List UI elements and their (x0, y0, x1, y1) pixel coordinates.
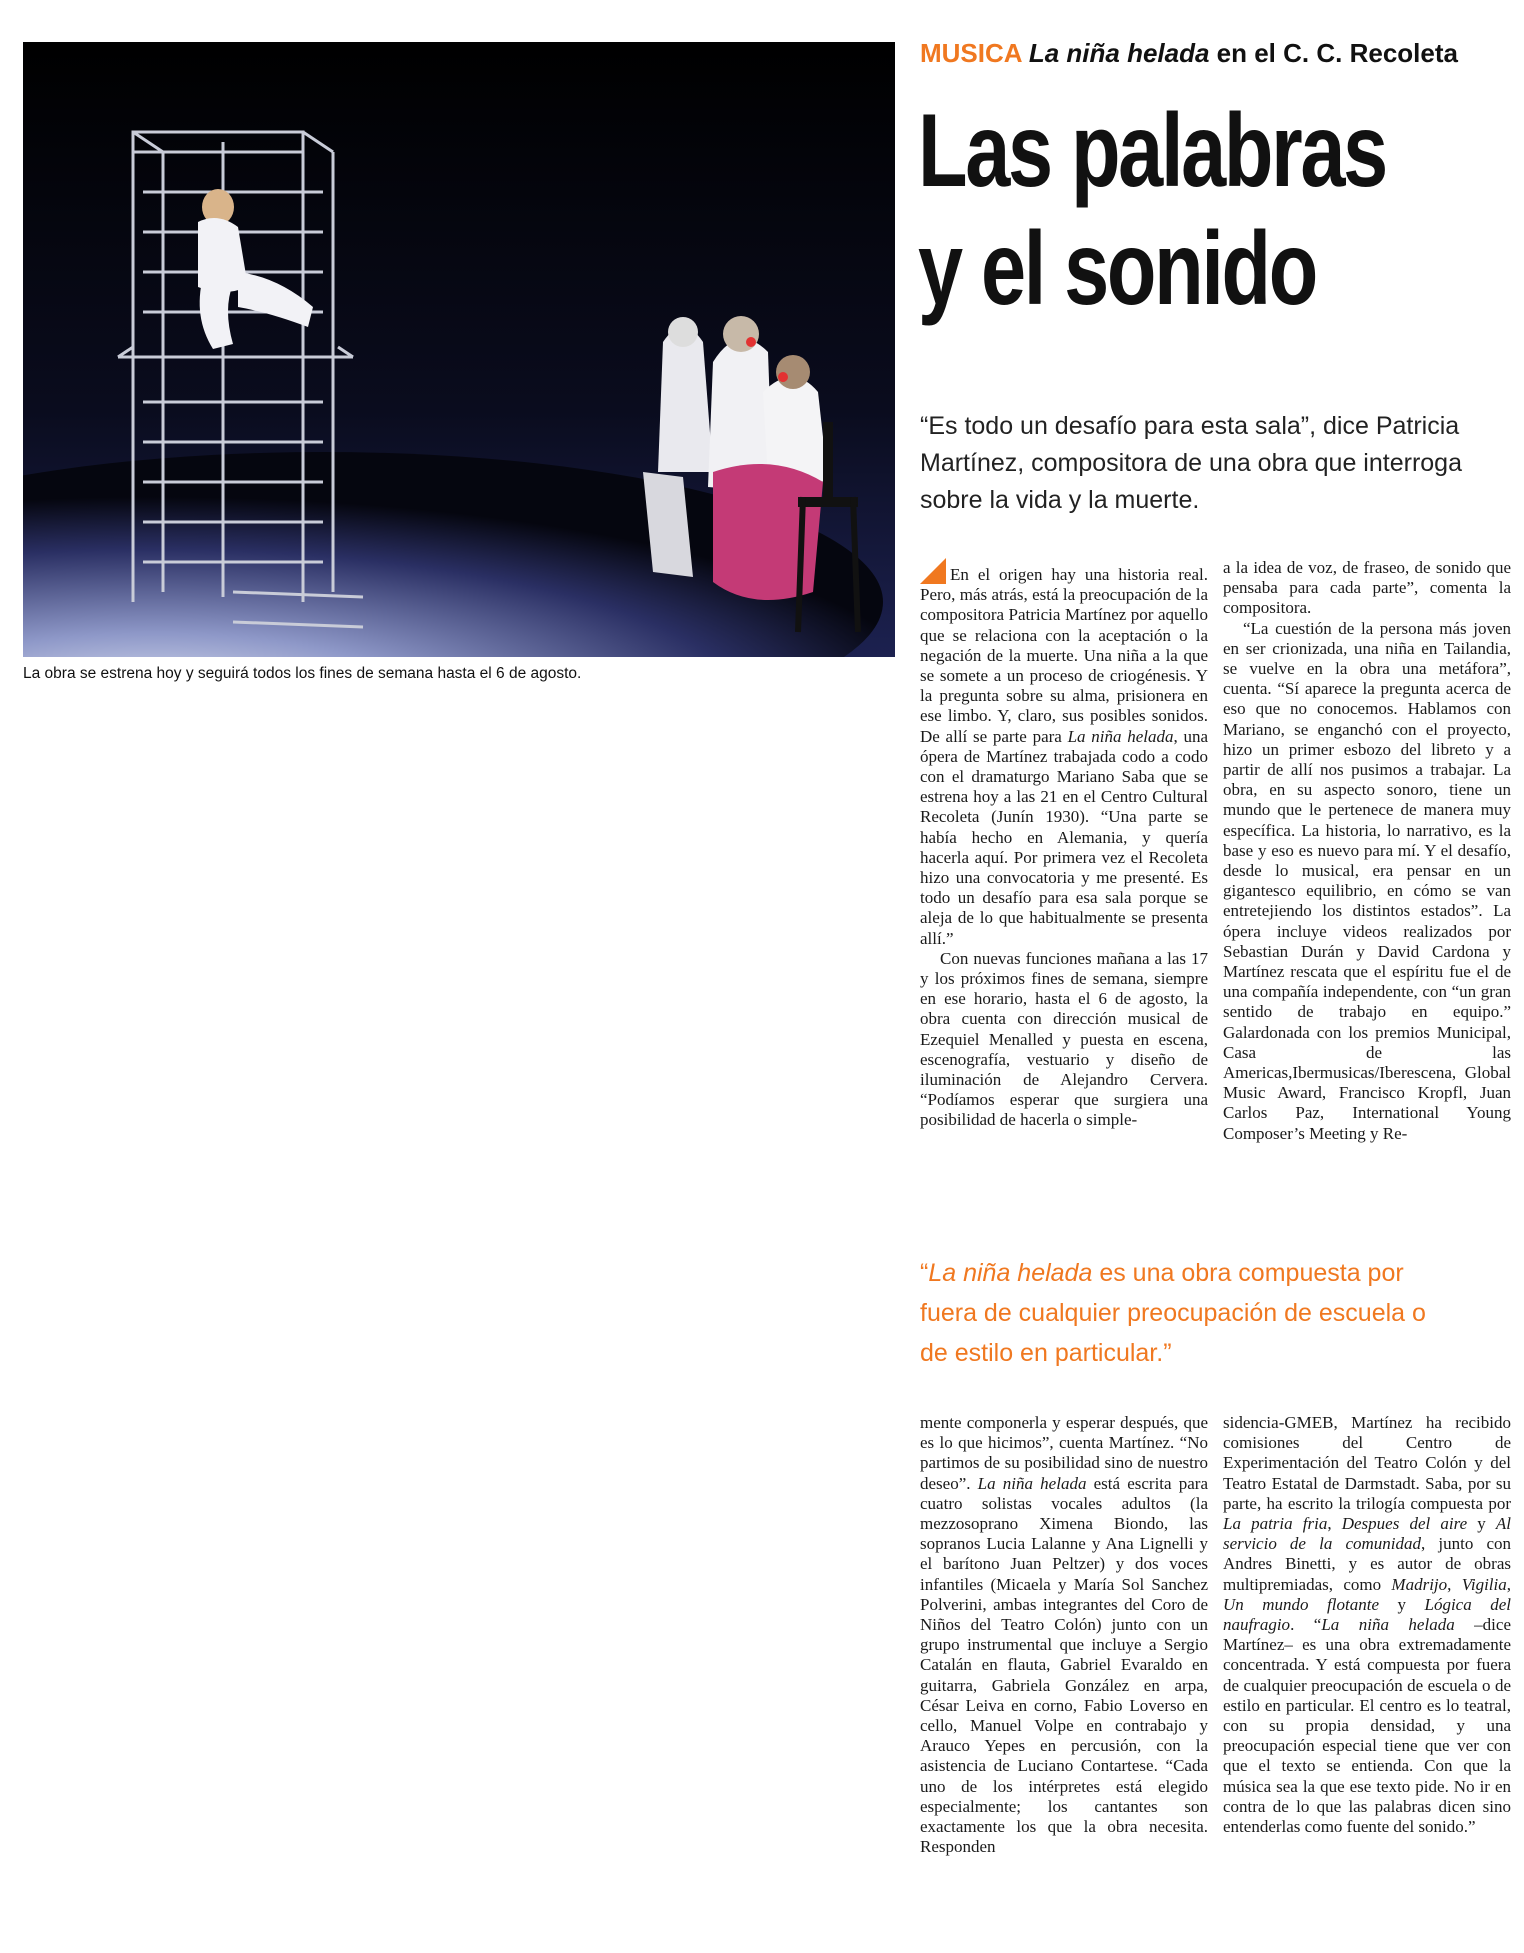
stage-photo (23, 42, 895, 657)
headline-line-1: Las palabras (918, 93, 1386, 209)
body-column-4 (1223, 1413, 1511, 1837)
lede: “Es todo un desafío para esta sala”, dice Patricia Martínez, compositora de una obra que interroga sobre la vida y la muerte. (920, 412, 1462, 514)
opera-stage-image (23, 42, 895, 657)
headline (918, 92, 1386, 328)
drop-triangle-icon (920, 558, 946, 584)
kicker (920, 38, 1458, 69)
paragraph: Con nuevas funciones mañana a las 17 y los próximos fines de semana, siempre en ese horario, hasta el 6 de agosto, la obra cuenta con dirección musical de Ezequiel Menalled y puesta en escena, escenografía, vestuario y diseño de iluminación de Alejandro Cervera. “Podíamos esperar que surgiera una posibilidad de hacerla o simple- (920, 948, 1208, 1130)
section-label: MUSICA (920, 38, 1022, 68)
paragraph: sidencia-GMEB, Martínez ha recibido comisiones del Centro de Experimentación del Teatro Colón y del Teatro Estatal de Darmstadt. Saba, por su parte, ha escrito la trilogía compuesta por La patria fria, Despues del aire y Al servicio de la comunidad, junto con Andres Binetti, y es autor de obras multipremiadas, como Madrijo, Vigilia, Un mundo flotante y Lógica del naufragio. “La niña helada –dice Martínez– es una obra extremadamente concentrada. Y está compuesta por fuera de cualquier preocupación de escuela o de estilo en particular. El centro es lo teatral, con su propia densidad, y una preocupación especial tiene que ver con que el texto se entienda. Con que la música sea la que ese texto pide. No ir en contra de lo que las palabras dicen sino entenderlas como fuente del sonido.” (1223, 1413, 1511, 1837)
paragraph: mente componerla y esperar después, que es lo que hicimos”, cuenta Martínez. “No partimos de su posibilidad sino de nuestro deseo”. La niña helada está escrita para cuatro solistas vocales adultos (la mezzosoprano Ximena Biondo, las sopranos Lucia Lalanne y Ana Lignelli y el barítono Juan Peltzer) y dos voces infantiles (Micaela y María Sol Sanchez Polverini, ambas integrantes del Coro de Niños del Teatro Colón) junto con un grupo instrumental que incluye a Sergio Catalán en flauta, Gabriel Evaraldo en guitarra, Gabriela González en arpa, César Leiva en corno, Fabio Loverso en cello, Manuel Volpe en contrabajo y Arauco Yepes en percusión, con la asistencia de Luciano Contartese. “Cada uno de los intérpretes está elegido especialmente; los cantantes son exactamente los que la obra necesita. Responden (920, 1413, 1208, 1857)
paragraph: En el origen hay una historia real. Pero, más atrás, está la preocupación de la compositora Patricia Martínez por aquello que se relaciona con la aceptación o la negación de la muerte. Una niña a la que se somete a un proceso de criogénesis. Y la pregunta sobre su alma, prisionera en ese limbo. Y, claro, sus posibles sonidos. De allí se parte para La niña helada, una ópera de Martínez trabajada codo a codo con el dramaturgo Mariano Saba que se estrena hoy a las 21 en el Centro Cultural Recoleta (Junín 1930). “Una parte se había hecho en Alemania, y quería hacerla aquí. Por primera vez el Recoleta hizo una convocatoria y me presenté. Es todo un desafío para esa sala porque se aleja de lo que habitualmente se presenta allí.” (920, 558, 1208, 949)
kicker-title: La niña helada (1028, 38, 1210, 68)
kicker-venue: en el C. C. Recoleta (1209, 38, 1458, 68)
pull-quote: “La niña helada es una obra compuesta por fuera de cualquier preocupación de escuela o de estilo en particular.” (920, 1259, 1426, 1367)
photo-caption: La obra se estrena hoy y seguirá todos los fines de semana hasta el 6 de agosto. (23, 665, 582, 682)
headline-line-2: y el sonido (918, 211, 1316, 327)
paragraph: a la idea de voz, de fraseo, de sonido que pensaba para cada parte”, comenta la compositora. (1223, 558, 1511, 618)
body-column-2 (1223, 558, 1511, 1144)
body-column-3 (920, 1413, 1208, 1857)
paragraph: “La cuestión de la persona más joven en ser crionizada, una niña en Tailandia, se vuelve en la obra una metáfora”, cuenta. “Sí aparece la pregunta acerca de eso que no conocemos. Hablamos con Mariano, se enganchó con el proyecto, hizo un primer esbozo del libreto y a partir de allí nos pusimos a trabajar. La obra, en su aspecto sonoro, tiene un mundo que le pertenece de manera muy específica. La historia, lo narrativo, es la base y eso es nuevo para mí. Y el desafío, desde lo musical, era pensar en un gigantesco equilibrio, en cómo se van entretejiendo los distintos estados”. La ópera incluye videos realizados por Sebastian Durán y David Cardona y Martínez rescata que el espíritu fue el de una compañía independente, con “un gran sentido de trabajo en equipo.” Galardonada con los premios Municipal, Casa de las Americas,Ibermusicas/Iberescena, Global Music Award, Francisco Kropfl, Juan Carlos Paz, International Young Composer’s Meeting y Re- (1223, 618, 1511, 1143)
body-column-1 (920, 558, 1208, 1131)
